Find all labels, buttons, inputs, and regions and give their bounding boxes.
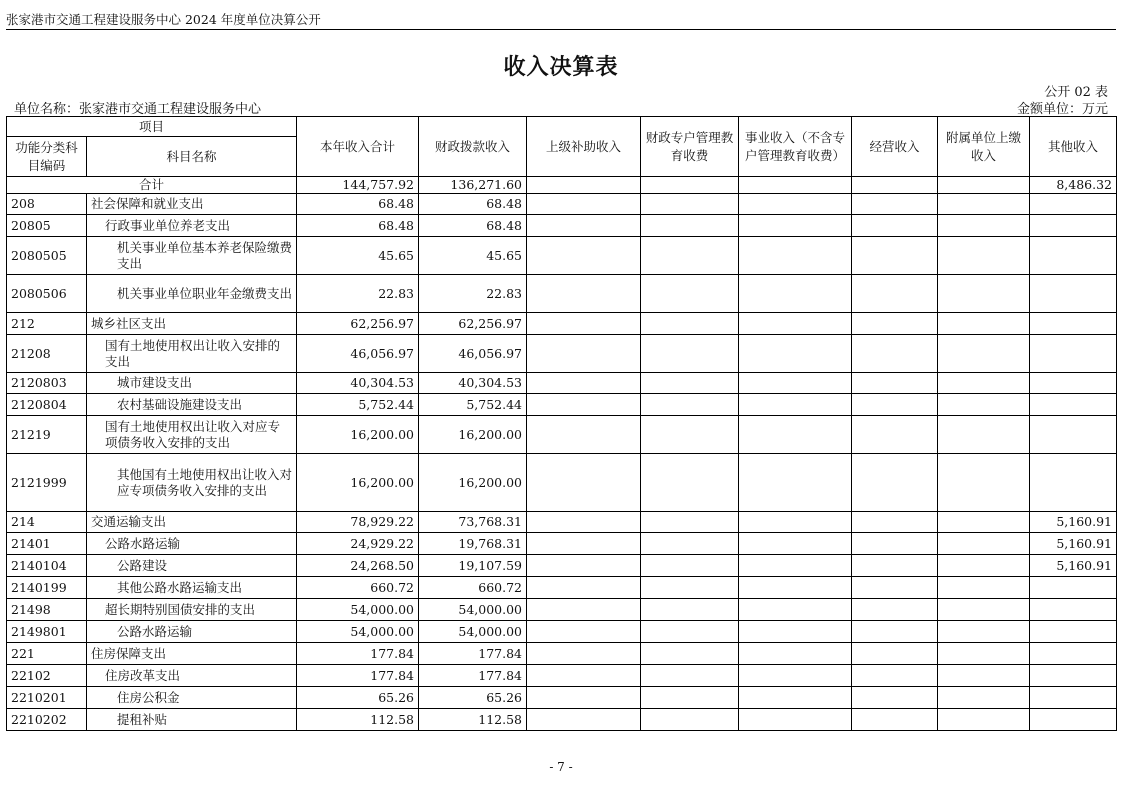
running-header: 张家港市交通工程建设服务中心 2024 年度单位决算公开 xyxy=(6,12,321,27)
table-row xyxy=(7,373,1117,394)
amount-unit: 金额单位：万元 xyxy=(1016,102,1108,117)
row-total: 54,000.00 xyxy=(297,599,419,621)
unit-name: 单位名称：张家港市交通工程建设服务中心 xyxy=(14,102,262,117)
row-fiscal: 112.58 xyxy=(419,709,527,731)
row-other xyxy=(1030,687,1117,709)
row-fiscal: 19,768.31 xyxy=(419,533,527,555)
row-code: 21208 xyxy=(7,335,87,373)
page-number: - 7 - xyxy=(549,760,573,774)
row-code: 2080506 xyxy=(7,275,87,313)
row-total: 45.65 xyxy=(297,237,419,275)
total-fiscal: 136,271.60 xyxy=(419,177,527,194)
row-other xyxy=(1030,621,1117,643)
header-fiscal: 财政拨款收入 xyxy=(419,117,527,177)
header-func-code: 功能分类科目编码 xyxy=(7,137,87,177)
row-total: 16,200.00 xyxy=(297,416,419,454)
total-amount: 144,757.92 xyxy=(297,177,419,194)
row-fiscal: 54,000.00 xyxy=(419,599,527,621)
table-row xyxy=(7,599,1117,621)
row-other xyxy=(1030,643,1117,665)
row-fiscal: 660.72 xyxy=(419,577,527,599)
row-other xyxy=(1030,454,1117,512)
row-total: 660.72 xyxy=(297,577,419,599)
row-code: 2210201 xyxy=(7,687,87,709)
row-other: 5,160.91 xyxy=(1030,555,1117,577)
header-subject-name: 科目名称 xyxy=(87,137,297,177)
table-row xyxy=(7,709,1117,731)
row-total: 68.48 xyxy=(297,215,419,237)
row-code: 2080505 xyxy=(7,237,87,275)
row-name: 交通运输支出 xyxy=(87,512,297,533)
header-rule xyxy=(6,29,1116,30)
row-other xyxy=(1030,275,1117,313)
row-fiscal: 68.48 xyxy=(419,194,527,215)
header-operating: 经营收入 xyxy=(852,117,938,177)
header-subsidiary: 附属单位上缴收入 xyxy=(938,117,1030,177)
row-other xyxy=(1030,394,1117,416)
row-other xyxy=(1030,709,1117,731)
row-name: 公路水路运输 xyxy=(87,621,297,643)
table-row xyxy=(7,512,1117,533)
row-fiscal: 68.48 xyxy=(419,215,527,237)
header-business: 事业收入（不含专户管理教育收费） xyxy=(739,117,852,177)
table-row xyxy=(7,394,1117,416)
row-total: 46,056.97 xyxy=(297,335,419,373)
row-code: 2120803 xyxy=(7,373,87,394)
row-total: 24,268.50 xyxy=(297,555,419,577)
row-total: 54,000.00 xyxy=(297,621,419,643)
form-number: 公开 02 表 xyxy=(1044,85,1108,100)
header-project: 项目 xyxy=(7,117,297,137)
row-fiscal: 5,752.44 xyxy=(419,394,527,416)
header-other: 其他收入 xyxy=(1030,117,1117,177)
table-row xyxy=(7,533,1117,555)
row-code: 2140199 xyxy=(7,577,87,599)
table-row xyxy=(7,313,1117,335)
row-name: 住房改革支出 xyxy=(87,665,297,687)
row-total: 40,304.53 xyxy=(297,373,419,394)
header-superior: 上级补助收入 xyxy=(527,117,641,177)
row-other xyxy=(1030,335,1117,373)
row-fiscal: 177.84 xyxy=(419,643,527,665)
row-total: 78,929.22 xyxy=(297,512,419,533)
row-fiscal: 62,256.97 xyxy=(419,313,527,335)
row-total: 68.48 xyxy=(297,194,419,215)
row-other: 5,160.91 xyxy=(1030,533,1117,555)
row-other xyxy=(1030,237,1117,275)
row-name: 国有土地使用权出让收入对应专项债务收入安排的支出 xyxy=(87,416,297,454)
row-total: 5,752.44 xyxy=(297,394,419,416)
row-code: 214 xyxy=(7,512,87,533)
row-name: 其他国有土地使用权出让收入对应专项债务收入安排的支出 xyxy=(87,454,297,512)
row-code: 212 xyxy=(7,313,87,335)
table-row xyxy=(7,275,1117,313)
table-row xyxy=(7,215,1117,237)
row-name: 住房公积金 xyxy=(87,687,297,709)
header-edu-fee: 财政专户管理教育收费 xyxy=(641,117,739,177)
row-other xyxy=(1030,313,1117,335)
row-total: 65.26 xyxy=(297,687,419,709)
table-row xyxy=(7,454,1117,512)
page-title: 收入决算表 xyxy=(503,55,619,80)
table-row xyxy=(7,665,1117,687)
row-total: 22.83 xyxy=(297,275,419,313)
row-other xyxy=(1030,665,1117,687)
table-row xyxy=(7,643,1117,665)
table-row xyxy=(7,687,1117,709)
row-name: 其他公路水路运输支出 xyxy=(87,577,297,599)
row-fiscal: 73,768.31 xyxy=(419,512,527,533)
row-fiscal: 16,200.00 xyxy=(419,454,527,512)
row-total: 177.84 xyxy=(297,643,419,665)
row-name: 社会保障和就业支出 xyxy=(87,194,297,215)
row-fiscal: 177.84 xyxy=(419,665,527,687)
row-fiscal: 45.65 xyxy=(419,237,527,275)
row-name: 公路水路运输 xyxy=(87,533,297,555)
row-name: 公路建设 xyxy=(87,555,297,577)
row-name: 机关事业单位职业年金缴费支出 xyxy=(87,275,297,313)
header-total: 本年收入合计 xyxy=(297,117,419,177)
total-row xyxy=(7,177,1117,194)
row-name: 城乡社区支出 xyxy=(87,313,297,335)
row-code: 221 xyxy=(7,643,87,665)
row-code: 2121999 xyxy=(7,454,87,512)
row-fiscal: 22.83 xyxy=(419,275,527,313)
row-other xyxy=(1030,215,1117,237)
table-row xyxy=(7,621,1117,643)
row-total: 16,200.00 xyxy=(297,454,419,512)
row-code: 22102 xyxy=(7,665,87,687)
row-name: 行政事业单位养老支出 xyxy=(87,215,297,237)
row-fiscal: 19,107.59 xyxy=(419,555,527,577)
row-code: 2120804 xyxy=(7,394,87,416)
row-name: 超长期特别国债安排的支出 xyxy=(87,599,297,621)
table-row xyxy=(7,555,1117,577)
row-total: 62,256.97 xyxy=(297,313,419,335)
row-name: 城市建设支出 xyxy=(87,373,297,394)
total-other: 8,486.32 xyxy=(1030,177,1117,194)
row-code: 2149801 xyxy=(7,621,87,643)
row-fiscal: 46,056.97 xyxy=(419,335,527,373)
row-code: 21219 xyxy=(7,416,87,454)
row-total: 24,929.22 xyxy=(297,533,419,555)
table-row xyxy=(7,335,1117,373)
table-row xyxy=(7,416,1117,454)
row-other xyxy=(1030,599,1117,621)
row-total: 177.84 xyxy=(297,665,419,687)
row-code: 2210202 xyxy=(7,709,87,731)
row-total: 112.58 xyxy=(297,709,419,731)
row-fiscal: 54,000.00 xyxy=(419,621,527,643)
row-other xyxy=(1030,373,1117,394)
row-code: 208 xyxy=(7,194,87,215)
row-other: 5,160.91 xyxy=(1030,512,1117,533)
row-other xyxy=(1030,577,1117,599)
row-fiscal: 40,304.53 xyxy=(419,373,527,394)
row-code: 2140104 xyxy=(7,555,87,577)
row-fiscal: 65.26 xyxy=(419,687,527,709)
table-row xyxy=(7,237,1117,275)
row-name: 提租补贴 xyxy=(87,709,297,731)
table-row xyxy=(7,194,1117,215)
row-other xyxy=(1030,194,1117,215)
total-label: 合计 xyxy=(7,177,297,194)
row-code: 21498 xyxy=(7,599,87,621)
row-name: 农村基础设施建设支出 xyxy=(87,394,297,416)
row-code: 20805 xyxy=(7,215,87,237)
row-fiscal: 16,200.00 xyxy=(419,416,527,454)
row-name: 机关事业单位基本养老保险缴费支出 xyxy=(87,237,297,275)
income-table xyxy=(6,116,1117,731)
row-name: 国有土地使用权出让收入安排的支出 xyxy=(87,335,297,373)
table-row xyxy=(7,577,1117,599)
row-other xyxy=(1030,416,1117,454)
row-name: 住房保障支出 xyxy=(87,643,297,665)
row-code: 21401 xyxy=(7,533,87,555)
